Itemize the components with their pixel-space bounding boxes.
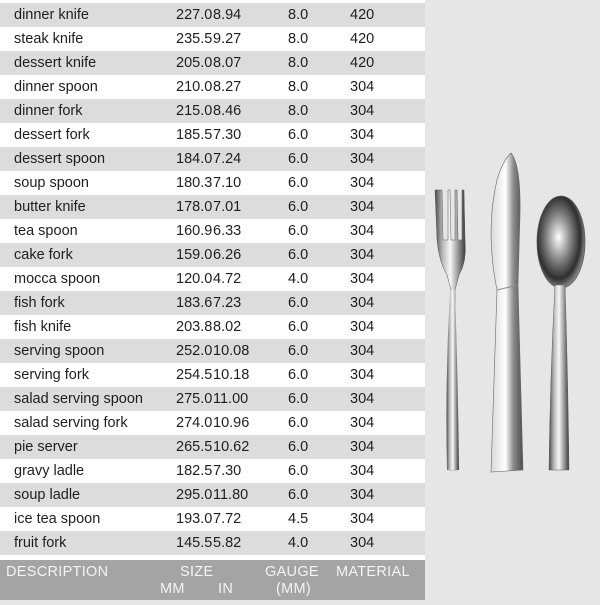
cell-gauge: 6.0 [288, 223, 309, 239]
knife-icon [491, 153, 523, 472]
table-header [0, 560, 425, 600]
cutlery-image [425, 0, 600, 600]
cell-in: 7.24 [213, 151, 242, 167]
cell-mm: 180.3 [176, 175, 213, 191]
cell-description: tea spoon [14, 223, 78, 239]
cell-in: 8.94 [213, 7, 242, 23]
cell-in: 10.62 [213, 439, 250, 455]
table-row [0, 75, 425, 99]
cell-material: 304 [350, 295, 375, 311]
cell-description: serving spoon [14, 343, 105, 359]
cell-in: 11.80 [213, 487, 249, 503]
cell-description: butter knife [14, 199, 86, 215]
cell-in: 5.82 [213, 535, 242, 551]
cell-mm: 295.0 [176, 487, 213, 503]
cell-mm: 215.0 [176, 103, 213, 119]
table-row [0, 195, 425, 219]
cell-material: 420 [350, 7, 375, 23]
table-row [0, 315, 425, 339]
cell-in: 7.30 [213, 463, 242, 479]
cell-mm: 184.0 [176, 151, 213, 167]
cell-description: soup ladle [14, 487, 81, 503]
cell-in: 10.96 [213, 415, 250, 431]
cell-description: salad serving fork [14, 415, 128, 431]
cell-gauge: 6.0 [288, 199, 309, 215]
cell-in: 7.01 [213, 199, 242, 215]
table-row [0, 219, 425, 243]
cell-mm: 252.0 [176, 343, 213, 359]
cell-gauge: 4.5 [288, 511, 309, 527]
header-gauge-unit: (MM) [276, 581, 312, 597]
header-in: IN [218, 581, 234, 597]
cell-description: cake fork [14, 247, 73, 263]
header-mm: MM [160, 581, 185, 597]
cell-gauge: 8.0 [288, 31, 309, 47]
cell-gauge: 8.0 [288, 7, 309, 23]
table-row [0, 363, 425, 387]
cutlery-photo [425, 0, 600, 600]
cell-mm: 205.0 [176, 55, 213, 71]
cell-gauge: 6.0 [288, 367, 309, 383]
cell-in: 8.02 [213, 319, 242, 335]
cell-mm: 160.9 [176, 223, 213, 239]
cell-gauge: 6.0 [288, 487, 309, 503]
cell-in: 6.33 [213, 223, 242, 239]
header-description: DESCRIPTION [6, 564, 109, 580]
cell-description: ice tea spoon [14, 511, 101, 527]
cell-mm: 265.5 [176, 439, 213, 455]
header-size: SIZE [180, 564, 214, 580]
cell-material: 304 [350, 127, 375, 143]
cell-in: 7.30 [213, 127, 242, 143]
cell-gauge: 4.0 [288, 271, 309, 287]
cell-description: mocca spoon [14, 271, 101, 287]
cell-material: 304 [350, 463, 375, 479]
cell-gauge: 6.0 [288, 151, 309, 167]
cell-description: fruit fork [14, 535, 67, 551]
cell-description: dinner knife [14, 7, 89, 23]
table-row [0, 51, 425, 75]
cell-material: 304 [350, 535, 375, 551]
cell-material: 304 [350, 223, 375, 239]
cell-material: 304 [350, 247, 375, 263]
cell-mm: 185.5 [176, 127, 213, 143]
cell-description: dessert knife [14, 55, 97, 71]
cell-in: 9.27 [213, 31, 242, 47]
header-gauge: GAUGE [265, 564, 319, 580]
cell-gauge: 8.0 [288, 103, 309, 119]
table-row [0, 435, 425, 459]
cell-in: 7.23 [213, 295, 242, 311]
cell-mm: 210.0 [176, 79, 213, 95]
cell-mm: 183.6 [176, 295, 213, 311]
spoon-icon [537, 196, 585, 470]
cell-in: 4.72 [213, 271, 242, 287]
cell-gauge: 6.0 [288, 343, 309, 359]
cell-in: 10.08 [213, 343, 250, 359]
fork-icon [435, 190, 465, 470]
table-row [0, 507, 425, 531]
cell-gauge: 6.0 [288, 319, 309, 335]
cell-mm: 159.0 [176, 247, 213, 263]
cell-gauge: 6.0 [288, 247, 309, 263]
table-row [0, 339, 425, 363]
table-row [0, 411, 425, 435]
table-row [0, 147, 425, 171]
cell-mm: 145.5 [176, 535, 213, 551]
table-row [0, 171, 425, 195]
cell-mm: 274.0 [176, 415, 213, 431]
cell-material: 304 [350, 391, 375, 407]
cell-material: 304 [350, 151, 375, 167]
cell-mm: 235.5 [176, 31, 213, 47]
cell-material: 304 [350, 367, 375, 383]
cell-in: 7.10 [213, 175, 242, 191]
cell-mm: 182.5 [176, 463, 213, 479]
cell-in: 8.07 [213, 55, 242, 71]
cell-gauge: 6.0 [288, 175, 309, 191]
cell-material: 420 [350, 55, 375, 71]
cell-gauge: 8.0 [288, 79, 309, 95]
cell-description: fish knife [14, 319, 72, 335]
cell-description: steak knife [14, 31, 84, 47]
table-row [0, 387, 425, 411]
table-row [0, 123, 425, 147]
cell-material: 304 [350, 175, 375, 191]
cell-material: 420 [350, 31, 375, 47]
cell-description: serving fork [14, 367, 89, 383]
cell-description: dinner spoon [14, 79, 98, 95]
cell-material: 304 [350, 415, 375, 431]
table-row [0, 243, 425, 267]
cell-description: dessert spoon [14, 151, 106, 167]
cell-description: dinner fork [14, 103, 83, 119]
cell-gauge: 6.0 [288, 415, 309, 431]
table-row [0, 27, 425, 51]
cell-mm: 120.0 [176, 271, 213, 287]
cell-mm: 275.0 [176, 391, 213, 407]
cell-material: 304 [350, 487, 375, 503]
header-material: MATERIAL [336, 564, 410, 580]
cell-mm: 203.8 [176, 319, 213, 335]
cell-description: salad serving spoon [14, 391, 143, 407]
cell-mm: 227.0 [176, 7, 213, 23]
cell-material: 304 [350, 199, 375, 215]
cell-mm: 193.0 [176, 511, 213, 527]
table-row [0, 483, 425, 507]
table-row [0, 99, 425, 123]
cell-material: 304 [350, 439, 375, 455]
table-row [0, 291, 425, 315]
cell-gauge: 4.0 [288, 535, 309, 551]
cell-material: 304 [350, 319, 375, 335]
cell-material: 304 [350, 271, 375, 287]
table-row [0, 3, 425, 27]
cell-description: pie server [14, 439, 78, 455]
cell-gauge: 6.0 [288, 391, 309, 407]
cell-description: dessert fork [14, 127, 90, 143]
cell-gauge: 6.0 [288, 439, 309, 455]
cell-gauge: 6.0 [288, 127, 309, 143]
cell-gauge: 6.0 [288, 463, 309, 479]
cell-material: 304 [350, 511, 375, 527]
cell-gauge: 8.0 [288, 55, 309, 71]
cell-description: soup spoon [14, 175, 89, 191]
cell-mm: 254.5 [176, 367, 213, 383]
cell-in: 7.72 [213, 511, 242, 527]
cell-in: 8.27 [213, 79, 242, 95]
cell-in: 11.00 [213, 391, 249, 407]
cell-gauge: 6.0 [288, 295, 309, 311]
table-row [0, 459, 425, 483]
cell-in: 10.18 [213, 367, 250, 383]
cell-material: 304 [350, 79, 375, 95]
cell-mm: 178.0 [176, 199, 213, 215]
cell-description: fish fork [14, 295, 65, 311]
cell-material: 304 [350, 103, 375, 119]
table-row [0, 267, 425, 291]
table-row [0, 531, 425, 555]
cell-in: 6.26 [213, 247, 242, 263]
cell-in: 8.46 [213, 103, 242, 119]
cell-material: 304 [350, 343, 375, 359]
cell-description: gravy ladle [14, 463, 85, 479]
